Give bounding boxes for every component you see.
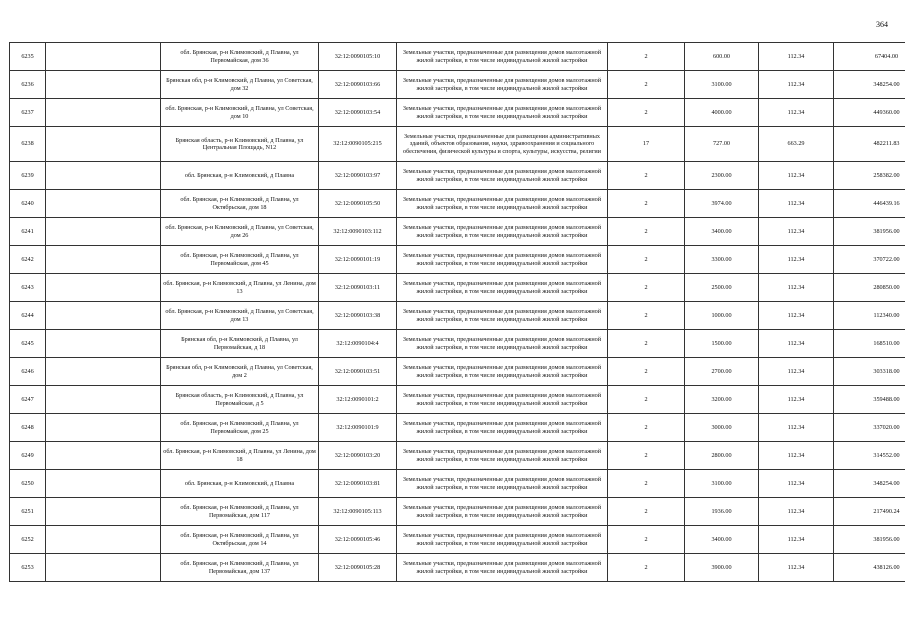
use-group-cell: 2 — [608, 274, 685, 302]
land-use-cell: Земельные участки, предназначенные для размещения домов малоэтажной жилой застройки, в том числе индивидуальной жилой застройки — [397, 470, 608, 498]
blank-cell — [46, 414, 161, 442]
cadastral-number-cell: 32:12:0090101:9 — [319, 414, 397, 442]
specific-value-cell: 112.34 — [759, 218, 834, 246]
use-group-cell: 17 — [608, 127, 685, 162]
row-number-cell: 6239 — [10, 162, 46, 190]
address-cell: Брянская область, р-н Климовский, д Плавна, ул Центральная Площадь, N12 — [161, 127, 319, 162]
cadastral-number-cell: 32:12:0090101:19 — [319, 246, 397, 274]
cadastral-value-cell: 359488.00 — [834, 386, 905, 414]
specific-value-cell: 112.34 — [759, 498, 834, 526]
blank-cell — [46, 498, 161, 526]
table-row — [10, 43, 905, 71]
blank-cell — [46, 162, 161, 190]
specific-value-cell: 112.34 — [759, 414, 834, 442]
specific-value-cell: 112.34 — [759, 554, 834, 582]
use-group-cell: 2 — [608, 330, 685, 358]
land-use-cell: Земельные участки, предназначенные для размещения домов малоэтажной жилой застройки, в том числе индивидуальной жилой застройки — [397, 99, 608, 127]
area-cell: 3974.00 — [685, 190, 759, 218]
address-cell: обл. Брянская, р-н Климовский, д Плавна, ул Советская, дом 10 — [161, 99, 319, 127]
table-row — [10, 274, 905, 302]
address-cell: обл. Брянская, р-н Климовский, д Плавна, ул Первомайская, дом 45 — [161, 246, 319, 274]
specific-value-cell: 112.34 — [759, 302, 834, 330]
cadastral-number-cell: 32:12:0090105:10 — [319, 43, 397, 71]
cadastral-value-cell: 348254.00 — [834, 71, 905, 99]
blank-cell — [46, 218, 161, 246]
land-use-cell: Земельные участки, предназначенные для размещения домов малоэтажной жилой застройки, в том числе индивидуальной жилой застройки — [397, 414, 608, 442]
specific-value-cell: 112.34 — [759, 246, 834, 274]
specific-value-cell: 112.34 — [759, 43, 834, 71]
area-cell: 3400.00 — [685, 218, 759, 246]
row-number-cell: 6249 — [10, 442, 46, 470]
blank-cell — [46, 470, 161, 498]
cadastral-number-cell: 32:12:0090103:11 — [319, 274, 397, 302]
cadastral-number-cell: 32:12:0090103:51 — [319, 358, 397, 386]
row-number-cell: 6244 — [10, 302, 46, 330]
use-group-cell: 2 — [608, 218, 685, 246]
use-group-cell: 2 — [608, 71, 685, 99]
cadastral-number-cell: 32:12:0090104:4 — [319, 330, 397, 358]
cadastral-value-cell: 280850.00 — [834, 274, 905, 302]
table-row — [10, 71, 905, 99]
area-cell: 727.00 — [685, 127, 759, 162]
cadastral-number-cell: 32:12:0090103:38 — [319, 302, 397, 330]
blank-cell — [46, 330, 161, 358]
address-cell: обл. Брянская, р-н Климовский, д Плавна, ул Первомайская, дом 117 — [161, 498, 319, 526]
use-group-cell: 2 — [608, 190, 685, 218]
area-cell: 3100.00 — [685, 470, 759, 498]
address-cell: обл. Брянская, р-н Климовский, д Плавна — [161, 162, 319, 190]
row-number-cell: 6236 — [10, 71, 46, 99]
table-row — [10, 442, 905, 470]
area-cell: 2500.00 — [685, 274, 759, 302]
address-cell: обл. Брянская, р-н Климовский, д Плавна — [161, 470, 319, 498]
address-cell: Брянская обл, р-н Климовский, д Плавна, ул Советская, дом 2 — [161, 358, 319, 386]
table-row — [10, 99, 905, 127]
land-use-cell: Земельные участки, предназначенные для размещения домов малоэтажной жилой застройки, в том числе индивидуальной жилой застройки — [397, 162, 608, 190]
blank-cell — [46, 386, 161, 414]
area-cell: 1936.00 — [685, 498, 759, 526]
table-row — [10, 246, 905, 274]
land-use-cell: Земельные участки, предназначенные для размещения домов малоэтажной жилой застройки, в том числе индивидуальной жилой застройки — [397, 386, 608, 414]
cadastral-value-cell: 258382.00 — [834, 162, 905, 190]
land-use-cell: Земельные участки, предназначенные для размещения домов малоэтажной жилой застройки, в том числе индивидуальной жилой застройки — [397, 554, 608, 582]
page-number: 364 — [876, 20, 888, 29]
specific-value-cell: 112.34 — [759, 470, 834, 498]
land-use-cell: Земельные участки, предназначенные для размещения домов малоэтажной жилой застройки, в том числе индивидуальной жилой застройки — [397, 302, 608, 330]
row-number-cell: 6248 — [10, 414, 46, 442]
table-row — [10, 358, 905, 386]
cadastral-number-cell: 32:12:0090105:28 — [319, 554, 397, 582]
table-body — [10, 43, 905, 582]
cadastral-value-cell: 446439.16 — [834, 190, 905, 218]
cadastral-value-cell: 168510.00 — [834, 330, 905, 358]
cadastral-value-cell: 67404.00 — [834, 43, 905, 71]
table-row — [10, 386, 905, 414]
specific-value-cell: 663.29 — [759, 127, 834, 162]
address-cell: Брянская обл, р-н Климовский, д Плавна, ул Первомайская, д 18 — [161, 330, 319, 358]
address-cell: обл. Брянская, р-н Климовский, д Плавна, ул Первомайская, дом 25 — [161, 414, 319, 442]
specific-value-cell: 112.34 — [759, 386, 834, 414]
table-row — [10, 526, 905, 554]
address-cell: обл. Брянская, р-н Климовский, д Плавна, ул Ленина, дом 13 — [161, 274, 319, 302]
address-cell: обл. Брянская, р-н Климовский, д Плавна, ул Октябрьская, дом 14 — [161, 526, 319, 554]
use-group-cell: 2 — [608, 99, 685, 127]
cadastral-value-cell: 112340.00 — [834, 302, 905, 330]
use-group-cell: 2 — [608, 302, 685, 330]
area-cell: 3100.00 — [685, 71, 759, 99]
row-number-cell: 6237 — [10, 99, 46, 127]
row-number-cell: 6241 — [10, 218, 46, 246]
cadastral-value-cell: 303318.00 — [834, 358, 905, 386]
cadastral-number-cell: 32:12:0090105:113 — [319, 498, 397, 526]
specific-value-cell: 112.34 — [759, 162, 834, 190]
address-cell: Брянская область, р-н Климовский, д Плавна, ул Первомайская, д 5 — [161, 386, 319, 414]
area-cell: 3200.00 — [685, 386, 759, 414]
cadastral-number-cell: 32:12:0090103:54 — [319, 99, 397, 127]
row-number-cell: 6235 — [10, 43, 46, 71]
land-use-cell: Земельные участки, предназначенные для размещения домов малоэтажной жилой застройки, в том числе индивидуальной жилой застройки — [397, 218, 608, 246]
specific-value-cell: 112.34 — [759, 330, 834, 358]
cadastral-number-cell: 32:12:0090103:112 — [319, 218, 397, 246]
use-group-cell: 2 — [608, 414, 685, 442]
blank-cell — [46, 358, 161, 386]
use-group-cell: 2 — [608, 386, 685, 414]
row-number-cell: 6252 — [10, 526, 46, 554]
row-number-cell: 6242 — [10, 246, 46, 274]
address-cell: обл. Брянская, р-н Климовский, д Плавна, ул Ленина, дом 18 — [161, 442, 319, 470]
cadastral-value-cell: 370722.00 — [834, 246, 905, 274]
blank-cell — [46, 99, 161, 127]
address-cell: обл. Брянская, р-н Климовский, д Плавна, ул Первомайская, дом 137 — [161, 554, 319, 582]
address-cell: обл. Брянская, р-н Климовский, д Плавна, ул Советская, дом 26 — [161, 218, 319, 246]
area-cell: 2800.00 — [685, 442, 759, 470]
land-use-cell: Земельные участки, предназначенные для размещения домов малоэтажной жилой застройки, в том числе индивидуальной жилой застройки — [397, 498, 608, 526]
land-use-cell: Земельные участки, предназначенные для размещения домов малоэтажной жилой застройки, в том числе индивидуальной жилой застройки — [397, 442, 608, 470]
row-number-cell: 6247 — [10, 386, 46, 414]
use-group-cell: 2 — [608, 246, 685, 274]
land-use-cell: Земельные участки, предназначенные для размещения домов малоэтажной жилой застройки, в том числе индивидуальной жилой застройки — [397, 246, 608, 274]
specific-value-cell: 112.34 — [759, 274, 834, 302]
blank-cell — [46, 302, 161, 330]
specific-value-cell: 112.34 — [759, 71, 834, 99]
use-group-cell: 2 — [608, 470, 685, 498]
table-row — [10, 470, 905, 498]
use-group-cell: 2 — [608, 442, 685, 470]
table-row — [10, 162, 905, 190]
cadastral-number-cell: 32:12:0090103:20 — [319, 442, 397, 470]
cadastral-value-cell: 217490.24 — [834, 498, 905, 526]
land-use-cell: Земельные участки, предназначенные для размещения домов малоэтажной жилой застройки, в том числе индивидуальной жилой застройки — [397, 190, 608, 218]
land-use-cell: Земельные участки, предназначенные для размещения домов малоэтажной жилой застройки, в том числе индивидуальной жилой застройки — [397, 274, 608, 302]
specific-value-cell: 112.34 — [759, 442, 834, 470]
table-row — [10, 414, 905, 442]
cadastral-number-cell: 32:12:0090105:50 — [319, 190, 397, 218]
cadastral-value-cell: 314552.00 — [834, 442, 905, 470]
cadastral-number-cell: 32:12:0090105:46 — [319, 526, 397, 554]
address-cell: обл. Брянская, р-н Климовский, д Плавна, ул Первомайская, дом 36 — [161, 43, 319, 71]
row-number-cell: 6251 — [10, 498, 46, 526]
cadastral-number-cell: 32:12:0090105:215 — [319, 127, 397, 162]
table-row — [10, 498, 905, 526]
cadastral-value-cell: 438126.00 — [834, 554, 905, 582]
use-group-cell: 2 — [608, 526, 685, 554]
table-row — [10, 330, 905, 358]
area-cell: 3000.00 — [685, 414, 759, 442]
cadastral-number-cell: 32:12:0090103:66 — [319, 71, 397, 99]
row-number-cell: 6243 — [10, 274, 46, 302]
area-cell: 3900.00 — [685, 554, 759, 582]
blank-cell — [46, 43, 161, 71]
area-cell: 4000.00 — [685, 99, 759, 127]
row-number-cell: 6253 — [10, 554, 46, 582]
blank-cell — [46, 190, 161, 218]
land-use-cell: Земельные участки, предназначенные для размещения домов малоэтажной жилой застройки, в том числе индивидуальной жилой застройки — [397, 526, 608, 554]
area-cell: 3300.00 — [685, 246, 759, 274]
specific-value-cell: 112.34 — [759, 358, 834, 386]
cadastral-value-cell: 381956.00 — [834, 218, 905, 246]
specific-value-cell: 112.34 — [759, 190, 834, 218]
address-cell: Брянская обл, р-н Климовский, д Плавна, ул Советская, дом 32 — [161, 71, 319, 99]
address-cell: обл. Брянская, р-н Климовский, д Плавна, ул Октябрьская, дом 18 — [161, 190, 319, 218]
row-number-cell: 6246 — [10, 358, 46, 386]
land-use-cell: Земельные участки, предназначенные для размещения домов малоэтажной жилой застройки, в том числе индивидуальной жилой застройки — [397, 358, 608, 386]
table-row — [10, 218, 905, 246]
blank-cell — [46, 127, 161, 162]
blank-cell — [46, 71, 161, 99]
cadastral-value-cell: 348254.00 — [834, 470, 905, 498]
table-row — [10, 302, 905, 330]
row-number-cell: 6240 — [10, 190, 46, 218]
blank-cell — [46, 274, 161, 302]
land-use-cell: Земельные участки, предназначенные для размещения административных зданий, объектов образования, науки, здравоохранения и социального обеспечения, физической культуры и спорта, культуры, искусства, религии — [397, 127, 608, 162]
cadastral-value-cell: 449360.00 — [834, 99, 905, 127]
table-row — [10, 554, 905, 582]
land-use-cell: Земельные участки, предназначенные для размещения домов малоэтажной жилой застройки, в том числе индивидуальной жилой застройки — [397, 71, 608, 99]
use-group-cell: 2 — [608, 554, 685, 582]
area-cell: 3400.00 — [685, 526, 759, 554]
area-cell: 1500.00 — [685, 330, 759, 358]
use-group-cell: 2 — [608, 358, 685, 386]
area-cell: 2300.00 — [685, 162, 759, 190]
blank-cell — [46, 554, 161, 582]
use-group-cell: 2 — [608, 498, 685, 526]
area-cell: 2700.00 — [685, 358, 759, 386]
cadastral-value-cell: 381956.00 — [834, 526, 905, 554]
cadastral-number-cell: 32:12:0090103:97 — [319, 162, 397, 190]
use-group-cell: 2 — [608, 162, 685, 190]
address-cell: обл. Брянская, р-н Климовский, д Плавна, ул Советская, дом 13 — [161, 302, 319, 330]
table-row — [10, 190, 905, 218]
blank-cell — [46, 442, 161, 470]
blank-cell — [46, 246, 161, 274]
blank-cell — [46, 526, 161, 554]
table-row — [10, 127, 905, 162]
cadastral-number-cell: 32:12:0090103:81 — [319, 470, 397, 498]
use-group-cell: 2 — [608, 43, 685, 71]
cadastral-value-cell: 337020.00 — [834, 414, 905, 442]
row-number-cell: 6250 — [10, 470, 46, 498]
cadastral-value-cell: 482211.83 — [834, 127, 905, 162]
specific-value-cell: 112.34 — [759, 99, 834, 127]
row-number-cell: 6245 — [10, 330, 46, 358]
land-use-cell: Земельные участки, предназначенные для размещения домов малоэтажной жилой застройки, в том числе индивидуальной жилой застройки — [397, 43, 608, 71]
cadastral-number-cell: 32:12:0090101:2 — [319, 386, 397, 414]
area-cell: 1000.00 — [685, 302, 759, 330]
area-cell: 600.00 — [685, 43, 759, 71]
row-number-cell: 6238 — [10, 127, 46, 162]
land-use-cell: Земельные участки, предназначенные для размещения домов малоэтажной жилой застройки, в том числе индивидуальной жилой застройки — [397, 330, 608, 358]
land-registry-table — [9, 42, 905, 582]
specific-value-cell: 112.34 — [759, 526, 834, 554]
